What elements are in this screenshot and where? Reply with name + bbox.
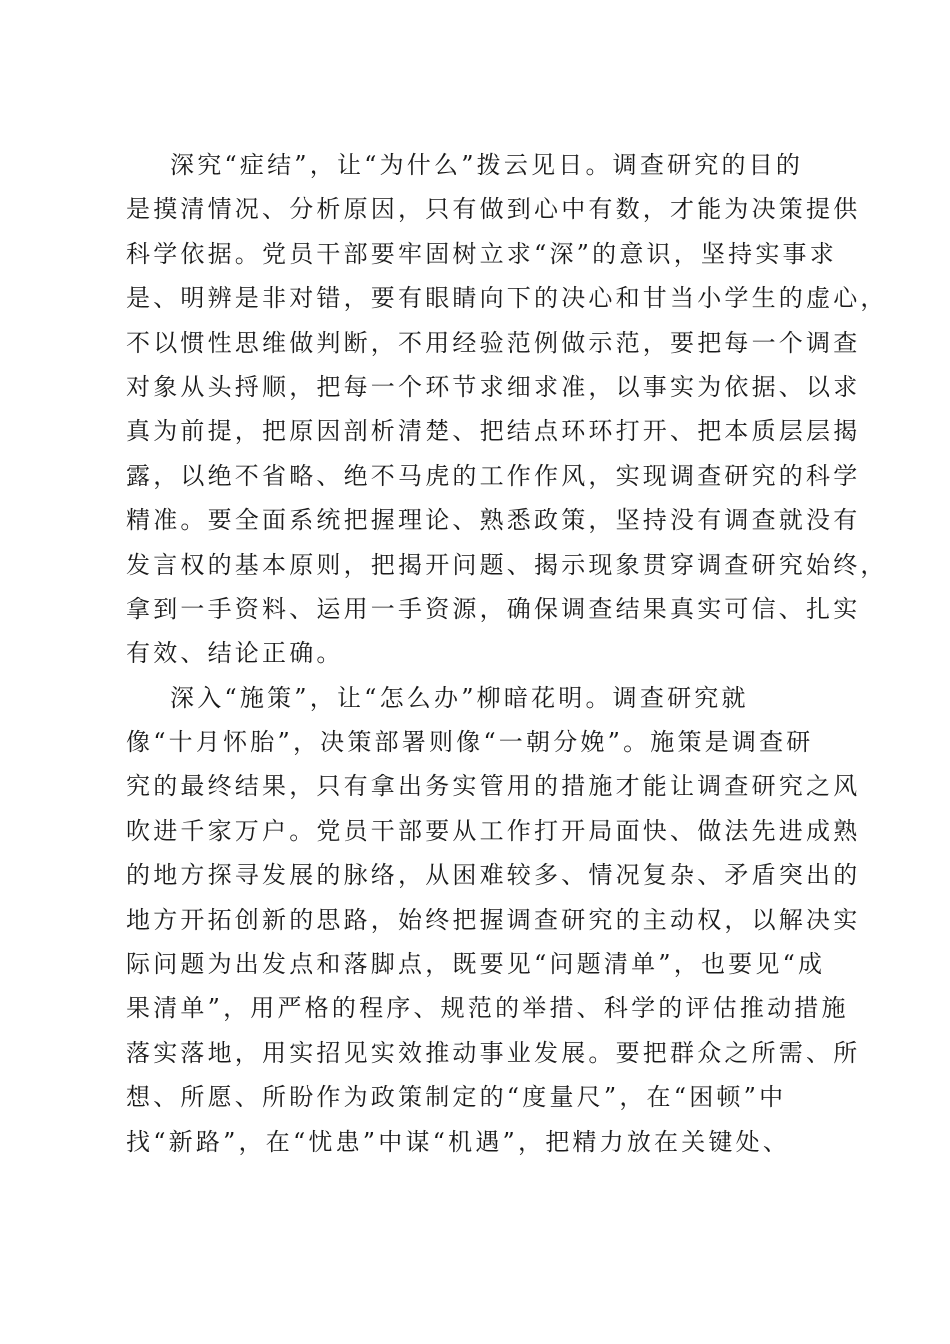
paragraph-line: 露，以绝不省略、绝不马虎的工作作风，实现调查研究的科学 (126, 461, 861, 490)
paragraph-2 (126, 676, 861, 1164)
paragraph-line: 真为前提，把原因剖析清楚、把结点环环打开、把本质层层揭 (126, 417, 861, 446)
paragraph-line: 究的最终结果，只有拿出务实管用的措施才能让调查研究之风 (126, 772, 861, 801)
paragraph-line: 找“新路”，在“忧患”中谋“机遇”，把精力放在关键处、 (126, 1127, 791, 1156)
paragraph-line: 是、明辨是非对错，要有眼睛向下的决心和甘当小学生的虚心， (126, 284, 888, 313)
paragraph-line: 像“十月怀胎”，决策部署则像“一朝分娩”。施策是调查研 (126, 728, 814, 757)
paragraph-line: 想、所愿、所盼作为政策制定的“度量尺”，在“困顿”中 (126, 1083, 787, 1112)
paragraph-line: 深入“施策”，让“怎么办”柳暗花明。调查研究就 (170, 683, 749, 712)
paragraph-line: 吹进千家万户。党员干部要从工作打开局面快、做法先进成熟 (126, 816, 861, 845)
paragraph-line: 对象从头捋顺，把每一个环节求细求准，以事实为依据、以求 (126, 372, 861, 401)
paragraph-line: 拿到一手资料、运用一手资源，确保调查结果真实可信、扎实 (126, 594, 861, 623)
document-body (126, 143, 888, 1164)
paragraph-line: 际问题为出发点和落脚点，既要见“问题清单”，也要见“成 (126, 950, 826, 979)
paragraph-line: 精准。要全面系统把握理论、熟悉政策，坚持没有调查就没有 (126, 506, 861, 535)
paragraph-line: 是摸清情况、分析原因，只有做到心中有数，才能为决策提供 (126, 195, 861, 224)
paragraph-1 (126, 143, 888, 676)
paragraph-line: 深究“症结”，让“为什么”拨云见日。调查研究的目的 (170, 151, 804, 179)
paragraph-line: 科学依据。党员干部要牢固树立求“深”的意识，坚持实事求 (126, 239, 837, 268)
paragraph-line: 的地方探寻发展的脉络，从困难较多、情况复杂、矛盾突出的 (126, 861, 861, 890)
paragraph-line: 不以惯性思维做判断，不用经验范例做示范，要把每一个调查 (126, 328, 861, 357)
paragraph-line: 地方开拓创新的思路，始终把握调查研究的主动权，以解决实 (126, 905, 861, 934)
paragraph-line: 果清单”，用严格的程序、规范的举措、科学的评估推动措施 (126, 994, 849, 1023)
paragraph-line: 落实落地，用实招见实效推动事业发展。要把群众之所需、所 (126, 1038, 861, 1067)
paragraph-line: 有效、结论正确。 (126, 639, 344, 668)
paragraph-line: 发言权的基本原则，把揭开问题、揭示现象贯穿调查研究始终， (126, 550, 888, 579)
